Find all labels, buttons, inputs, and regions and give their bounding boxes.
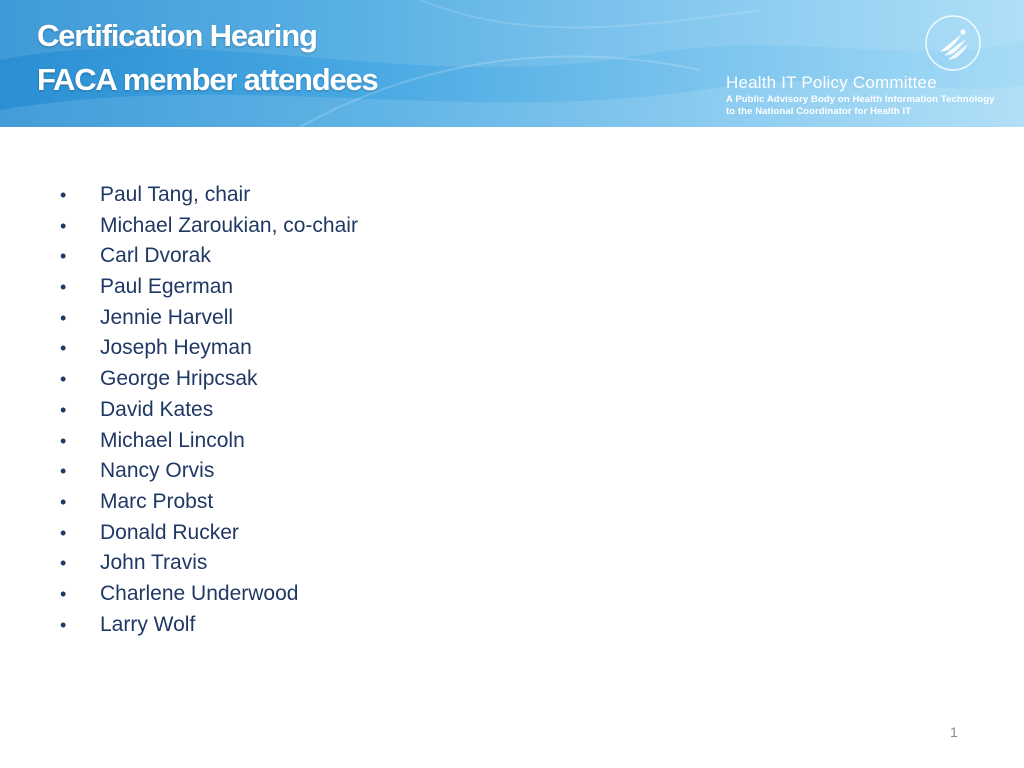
attendee-name: Donald Rucker <box>100 520 239 544</box>
bullet-icon: • <box>60 369 67 390</box>
bullet-icon: • <box>60 215 67 236</box>
hhs-eagle-icon <box>922 12 984 74</box>
page-number: 1 <box>950 724 958 740</box>
bullet-icon: • <box>60 491 67 512</box>
attendee-name: Paul Egerman <box>100 275 234 299</box>
header-banner <box>0 0 1024 127</box>
attendee-name: Michael Zaroukian, co-chair <box>100 213 358 237</box>
bullet-icon: • <box>60 614 67 635</box>
attendee-name: Marc Probst <box>100 489 214 513</box>
slide-title-line1: Certification Hearing <box>37 18 317 53</box>
attendee-name: David Kates <box>100 397 214 421</box>
attendee-name: Carl Dvorak <box>100 244 211 268</box>
committee-branding <box>726 72 995 118</box>
attendee-name: Joseph Heyman <box>100 336 252 360</box>
bullet-icon: • <box>60 583 67 604</box>
attendee-name: George Hripcsak <box>100 367 258 391</box>
attendee-name: John Travis <box>100 551 208 575</box>
slide-title <box>37 14 378 102</box>
attendee-name: Nancy Orvis <box>100 459 215 483</box>
bullet-icon: • <box>60 461 67 482</box>
attendee-name: Jennie Harvell <box>100 305 234 329</box>
bullet-icon: • <box>60 399 67 420</box>
committee-tagline-line1: A Public Advisory Body on Health Information Technology <box>726 94 995 105</box>
bullet-icon: • <box>60 307 67 328</box>
bullet-icon: • <box>60 246 67 267</box>
attendee-name: Paul Tang, chair <box>100 183 251 206</box>
attendee-name: Michael Lincoln <box>100 428 245 452</box>
slide-title-line2: FACA member attendees <box>37 62 378 97</box>
attendee-name: Larry Wolf <box>100 612 196 636</box>
bullet-icon: • <box>60 430 67 451</box>
bullet-icon: • <box>60 277 67 298</box>
attendee-name: Charlene Underwood <box>100 581 299 605</box>
bullet-icon: • <box>60 522 67 543</box>
committee-name: Health IT Policy Committee <box>726 73 937 92</box>
bullet-icon: • <box>60 553 67 574</box>
bullet-icon: • <box>60 185 67 205</box>
committee-tagline-line2: to the National Coordinator for Health IT <box>726 106 912 117</box>
bullet-icon: • <box>60 338 67 359</box>
